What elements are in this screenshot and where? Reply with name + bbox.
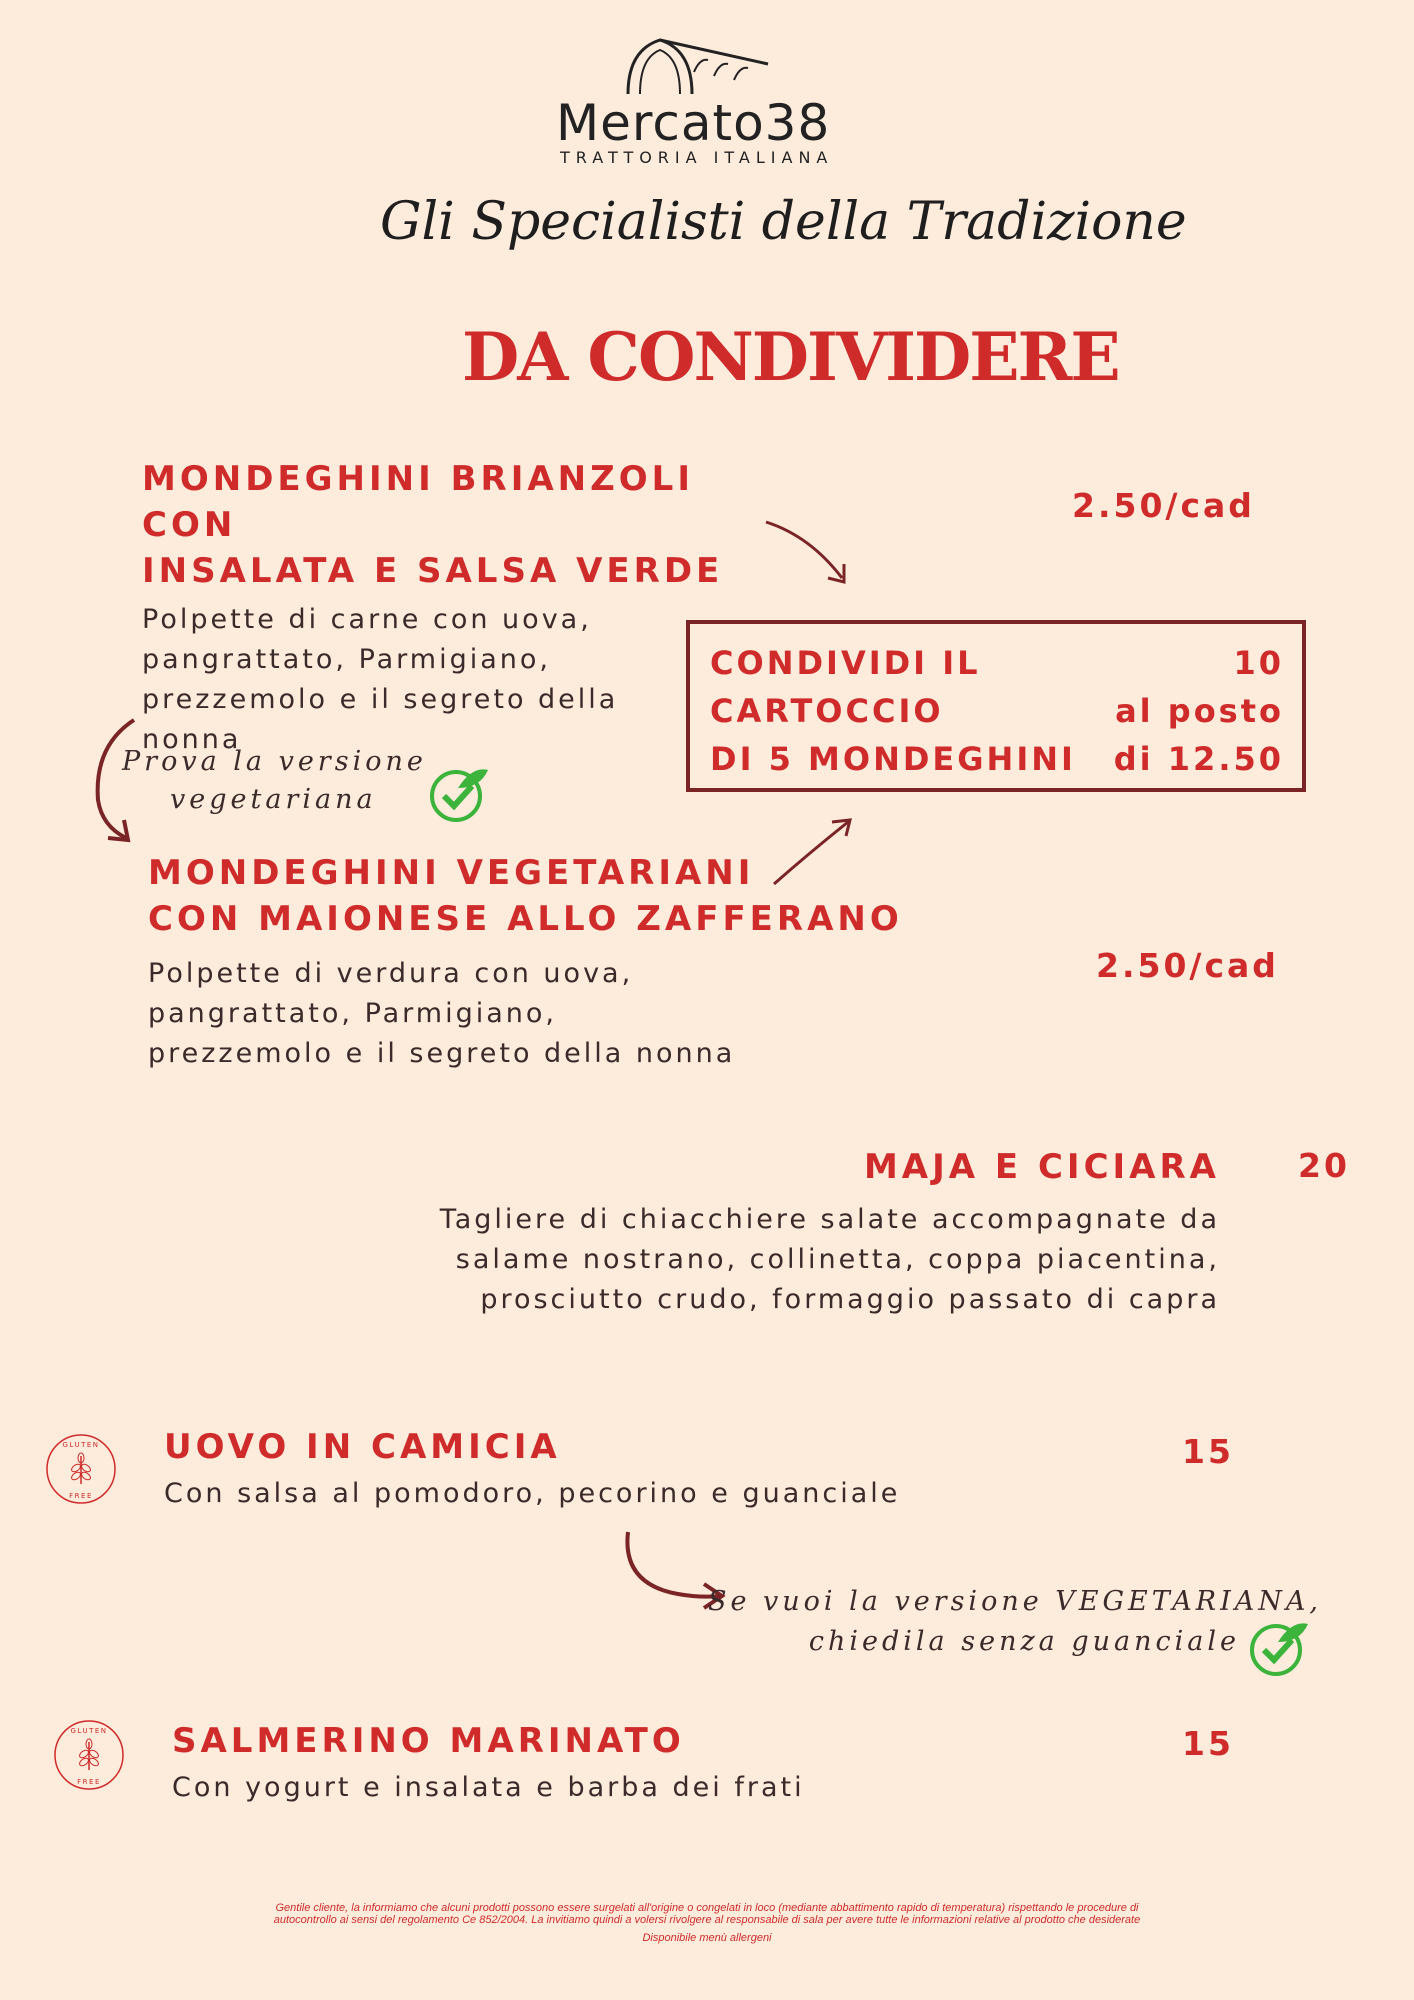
note-line: chiedila senza guanciale: [808, 1626, 1240, 1657]
promo-row: [710, 692, 1284, 730]
menu-item-maja-e-ciciara: [380, 1144, 1220, 1320]
footer-disclaimer: autocontrollo ai sensi del regolamento Ce 852/2004. La invitiamo quindi a volersi rivolgere al responsabile di sala per avere tutte le informazioni relative al prodotto che desiderate: [273, 1914, 1141, 1926]
dish-price: 2.50/cad: [1096, 946, 1279, 985]
vegetarian-note: vegetariana: [170, 784, 377, 815]
footer-disclaimer: Gentile cliente, la informiamo che alcuni prodotti possono essere surgelati all'origine o congelati in loco (mediante abbattimento rapido di temperatura) rispettando le procedure di: [275, 1902, 1139, 1914]
dish-price: 20: [1298, 1146, 1350, 1185]
vegetarian-ask-note: [700, 1582, 1322, 1662]
dish-name: MONDEGHINI BRIANZOLI CON: [142, 459, 694, 545]
dish-description: prosciutto crudo, formaggio passato di capra: [480, 1284, 1220, 1315]
promo-text: DI 5 MONDEGHINI: [710, 740, 1076, 778]
dish-description: nonna: [142, 724, 242, 755]
badge-text: GLUTEN: [70, 1727, 108, 1735]
gluten-free-badge: [44, 1432, 118, 1506]
dish-name: MONDEGHINI VEGETARIANI: [148, 853, 755, 893]
arch-logo-icon: [620, 32, 770, 102]
dish-description: Tagliere di chiacchiere salate accompagnate da: [439, 1204, 1220, 1235]
dish-description: Polpette di carne con uova,: [142, 604, 592, 635]
promo-text: CARTOCCIO: [710, 692, 944, 730]
dish-price: 2.50/cad: [1072, 486, 1255, 525]
promo-price: di 12.50: [1113, 740, 1284, 778]
dish-name: CON MAIONESE ALLO ZAFFERANO: [148, 899, 903, 939]
dish-description: Con salsa al pomodoro, pecorino e guanciale: [164, 1478, 901, 1509]
curved-arrow-icon: [768, 814, 868, 890]
promo-price: 10: [1233, 644, 1284, 682]
menu-item-salmerino-marinato: [172, 1718, 972, 1808]
dish-description: Polpette di verdura con uova,: [148, 958, 634, 989]
dish-description: Con yogurt e insalata e barba dei frati: [172, 1772, 805, 1803]
promo-row: [710, 644, 1284, 682]
dish-description: prezzemolo e il segreto della nonna: [148, 1038, 736, 1069]
promo-text: CONDIVIDI IL: [710, 644, 981, 682]
dish-name: INSALATA E SALSA VERDE: [142, 551, 724, 591]
tagline: Gli Specialisti della Tradizione: [380, 192, 1187, 252]
promo-row: [710, 740, 1284, 778]
promo-price: al posto: [1115, 692, 1284, 730]
badge-text: GLUTEN: [62, 1441, 100, 1449]
dish-name: UOVO IN CAMICIA: [164, 1427, 561, 1467]
note-line: Se vuoi la versione VEGETARIANA,: [707, 1586, 1322, 1617]
dish-description: salame nostrano, collinetta, coppa piacentina,: [455, 1244, 1220, 1275]
wheat-icon: [78, 1739, 100, 1770]
gluten-free-badge: [52, 1718, 126, 1792]
wheat-icon: [70, 1453, 92, 1484]
footer-allergens: Disponibile menù allergeni: [642, 1932, 772, 1944]
dish-description: pangrattato, Parmigiano,: [148, 998, 558, 1029]
dish-name: SALMERINO MARINATO: [172, 1721, 685, 1761]
logo-subtitle: TRATTORIA ITALIANA: [560, 148, 834, 167]
section-title: DA CONDIVIDERE: [462, 318, 1119, 396]
dish-price: 15: [1182, 1432, 1234, 1471]
dish-price: 15: [1182, 1724, 1234, 1763]
dish-description: pangrattato, Parmigiano,: [142, 644, 552, 675]
curved-arrow-icon: [760, 516, 860, 591]
badge-text: FREE: [69, 1492, 93, 1500]
logo-name: Mercato38: [556, 94, 831, 152]
check-icon: [1248, 1620, 1310, 1676]
dish-name: MAJA E CICIARA: [863, 1147, 1220, 1187]
vegetarian-note: Prova la versione: [122, 746, 427, 777]
menu-item-uovo-in-camicia: [164, 1424, 964, 1514]
check-icon: [428, 766, 490, 822]
promo-box: [686, 620, 1306, 792]
badge-text: FREE: [77, 1778, 101, 1786]
dish-description: prezzemolo e il segreto della: [142, 684, 619, 715]
